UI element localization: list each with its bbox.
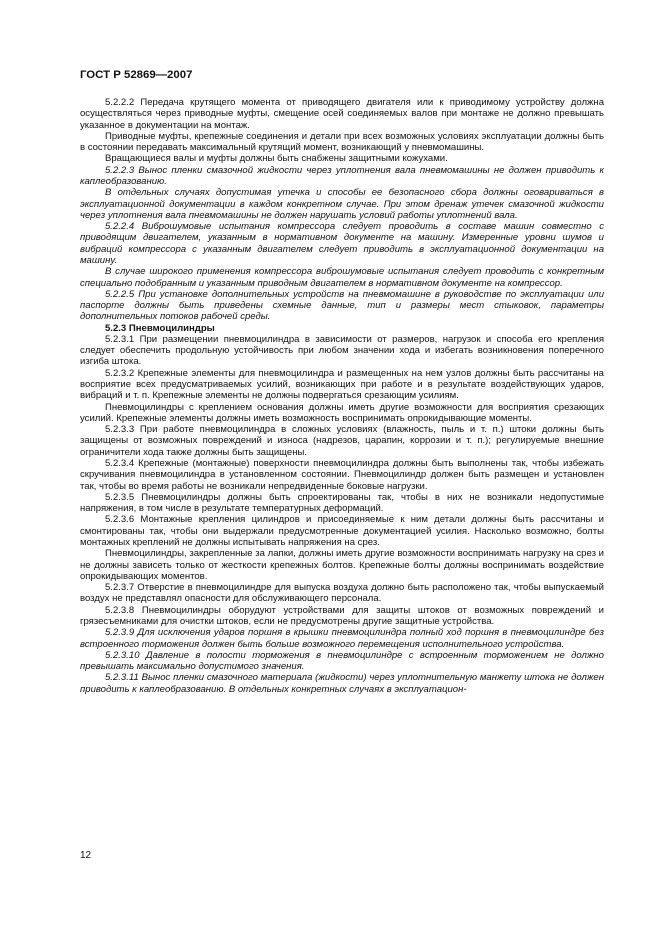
- paragraph: 5.2.3.1 При размещении пневмоцилиндра в зависимости от размеров, нагрузок и способа его крепления следует обеспечить продольную устойчивость при любом значении хода и избегать возникновения поперечного изгиба штока.: [80, 333, 604, 368]
- paragraph: Пневмоцилиндры с креплением основания должны иметь другие возможности для восприятия срезающих усилий. Крепежные элементы должны иметь возможность воспринимать опрокидывающие моменты.: [80, 401, 604, 424]
- paragraph: 5.2.3.4 Крепежные (монтажные) поверхности пневмоцилиндра должны быть выполнены так, чтобы избежать скручивания пневмоцилиндра в установленном состоянии. Пневмоцилиндр должен быть размещен и установлен так, чтобы во время работы не возникали непредвиденные боковые нагрузки.: [80, 458, 604, 492]
- paragraph: Вращающиеся валы и муфты должны быть снабжены защитными кожухами.: [105, 153, 448, 165]
- paragraph: В отдельных случаях допустимая утечка и способы ее безопасного сбора должны оговариваться в эксплуатационной документации в каждом конкретном случае. При этом дренаж утечек смазочной жидкости через уплотнения вала пневмомашины не должен нарушать условий работы уплотнений вала.: [80, 187, 604, 221]
- paragraph: 5.2.2.2 Передача крутящего момента от приводящего двигателя или к приводимому устройству должна осуществляться через приводные муфты, смещение осей соединяемых валов при монтаже не должно превышать указанное в документации на монтаж.: [80, 97, 604, 131]
- paragraph: 5.2.3.3 При работе пневмоцилиндра в сложных условиях (влажность, пыль и т. п.) штоки должны быть защищены от возможных повреждений и износа (надрезов, царапин, коррозии и т. п.); регулируемые внешние ограничители хода также должны быть защищены.: [80, 424, 604, 458]
- document-code-header: ГОСТ Р 52869—2007: [80, 69, 193, 81]
- body-text: [80, 97, 604, 695]
- paragraph: 5.2.3.5 Пневмоцилиндры должны быть спроектированы так, чтобы в них не возникали недопустимые напряжения, в том числе в результате температурных деформаций.: [80, 491, 604, 515]
- paragraph: 5.2.3.9 Для исключения ударов поршня в крышки пневмоцилиндра полный ход поршня в пневмоцилиндре без встроенного торможения должен быть больше возможного перемещения исполнительного устройства.: [80, 627, 604, 650]
- paragraph: 5.2.3.11 Вынос пленки смазочного материала (жидкости) через уплотнительную манжету штока не должен приводить к каплеобразованию. В отдельных конкретных случаях в эксплуатацион-: [80, 672, 604, 695]
- paragraph: Приводные муфты, крепежные соединения и детали при всех возможных условиях эксплуатации должны быть в состоянии передавать максимальный крутящий момент, возникающий у пневмомашины.: [80, 130, 604, 154]
- paragraph: 5.2.3.8 Пневмоцилиндры оборудуют устройствами для защиты штоков от возможных повреждений и грязесъемниками для очистки штоков, если не предусмотрены другие защитные устройства.: [80, 604, 604, 627]
- paragraph: 5.2.3.2 Крепежные элементы для пневмоцилиндра и размещенных на нем узлов должны быть рассчитаны на восприятие всех предусматриваемых усилий, возникающих при работе и в результате воздействующих ударов, вибраций и т. п. Крепежные элементы не должны подвергаться срезающим усилиям.: [80, 367, 604, 402]
- paragraph: 5.2.2.5 При установке дополнительных устройств на пневмомашине в руководстве по эксплуатации или паспорте должны быть приведены схемные данные, тип и размеры мест стыковок, параметры дополнительных потоков рабочей среды.: [80, 288, 604, 323]
- paragraph: 5.2.3.6 Монтажные крепления цилиндров и присоединяемые к ним детали должны быть рассчитаны и смонтированы так, чтобы они выдержали предусмотренные документацией усилия. Насколько возможно, болты монтажных креплений не должны испытывать напряжения на срез.: [80, 514, 604, 548]
- page-number: 12: [80, 850, 92, 861]
- section-heading: 5.2.3 Пневмоцилиндры: [105, 322, 215, 334]
- paragraph: 5.2.2.3 Вынос пленки смазочной жидкости через уплотнения вала пневмомашины не должен приводить к каплеобразованию.: [80, 164, 604, 187]
- paragraph: 5.2.2.4 Виброшумовые испытания компрессора следует проводить в составе машин совместно с приводящим двигателем, указанным в нормативном документе на машину. Измеренные уровни шумов и вибраций компрессора с указанным двигателем следует приводить в эксплуатационной документации на машину.: [80, 221, 604, 266]
- paragraph: 5.2.3.7 Отверстие в пневмоцилиндре для выпуска воздуха должно быть расположено так, чтобы выпускаемый воздух не представлял опасности для обслуживающего персонала.: [80, 582, 604, 605]
- paragraph: Пневмоцилиндры, закрепленные за лапки, должны иметь другие возможности воспринимать нагрузку на срез и не должны зависеть только от жесткости крепежных болтов. Крепежные болты должны воспринимать воздействие опрокидывающих моментов.: [80, 548, 604, 582]
- paragraph: 5.2.3.10 Давление в полости торможения в пневмоцилиндре с встроенным торможением не должно превышать максимально допустимого значения.: [80, 649, 604, 673]
- paragraph: В случае широкого применения компрессора виброшумовые испытания следует проводить с конкретным специально подобранным и указанным приводным двигателем в нормативном документе на компрессор.: [80, 266, 604, 289]
